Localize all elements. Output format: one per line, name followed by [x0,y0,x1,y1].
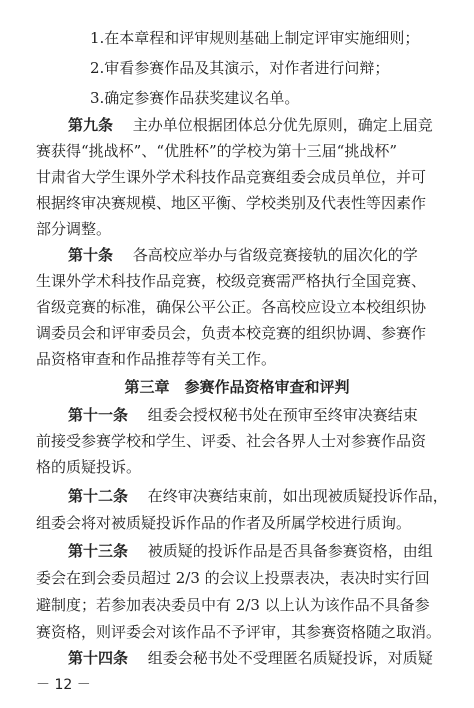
article-11-label: 第十一条 [68,406,129,424]
list-item-3: 3.确定参赛作品获奖建议名单。 [90,89,300,107]
chapter-heading: 第三章 参赛作品资格审查和评判 [124,378,350,396]
article-9-text-4: 根据终审决赛规模、地区平衡、学校类别及代表性等因素作 [36,194,427,212]
article-10-label: 第十条 [68,246,114,264]
article-9-text-5: 部分调整。 [36,220,112,238]
article-9-first-line [68,115,433,135]
article-13-text-3: 避制度；若参加表决委员中有 2/3 以上认为该作品不具备参 [36,596,430,614]
article-11-text-3: 格的质疑投诉。 [36,458,142,476]
article-11-text-1: 组委会授权秘书处在预审至终审决赛结束 [147,406,418,424]
article-11-first-line [68,405,418,425]
article-10-text-4: 调委员会和评审委员会，负责本校竞赛的组织协调、参赛作 [36,324,427,342]
article-10-first-line [68,245,418,265]
list-item-2: 2.审看参赛作品及其演示，对作者进行问辩； [90,59,390,77]
article-14-label: 第十四条 [68,649,129,667]
article-10-text-1: 各高校应举办与省级竞赛接轨的届次化的学 [132,246,418,264]
article-13-label: 第十三条 [68,542,129,560]
article-13-text-2: 委会在到会委员超过 2/3 的会议上投票表决，表决时实行回 [36,569,430,587]
article-12-text-1: 在终审决赛结束前，如出现被质疑投诉作品， [147,487,448,505]
article-13-text-4: 赛资格，则评委会对该作品不予评审，其参赛资格随之取消。 [36,623,442,641]
article-13-first-line [68,541,433,561]
article-12-text-2: 组委会将对被质疑投诉作品的作者及所属学校进行质询。 [36,514,412,532]
article-12-label: 第十二条 [68,487,129,505]
article-11-text-2: 前接受参赛学校和学生、评委、社会各界人士对参赛作品资 [36,432,427,450]
article-10-text-5: 品资格审查和作品推荐等有关工作。 [36,350,277,368]
article-14-first-line [68,648,433,668]
article-10-text-2: 生课外学术科技作品竞赛，校级竞赛需严格执行全国竞赛、 [36,272,427,290]
article-14-text-1: 组委会秘书处不受理匿名质疑投诉，对质疑 [147,649,433,667]
article-9-text-2: 赛获得“挑战杯”、“优胜杯”的学校为第十三届“挑战杯” [36,142,398,160]
article-13-text-1: 被质疑的投诉作品是否具备参赛资格，由组 [147,542,433,560]
page-number: － 12 － [36,677,91,693]
article-10-text-3: 省级竞赛的标准，确保公平公正。各高校应设立本校组织协 [36,298,427,316]
article-9-label: 第九条 [68,116,114,134]
article-12-first-line [68,486,448,506]
list-item-1: 1.在本章程和评审规则基础上制定评审实施细则； [90,29,420,47]
article-9-text-1: 主办单位根据团体总分优先原则，确定上届竞 [132,116,433,134]
article-9-text-3: 甘肃省大学生课外学术科技作品竞赛组委会成员单位，并可 [36,168,427,186]
